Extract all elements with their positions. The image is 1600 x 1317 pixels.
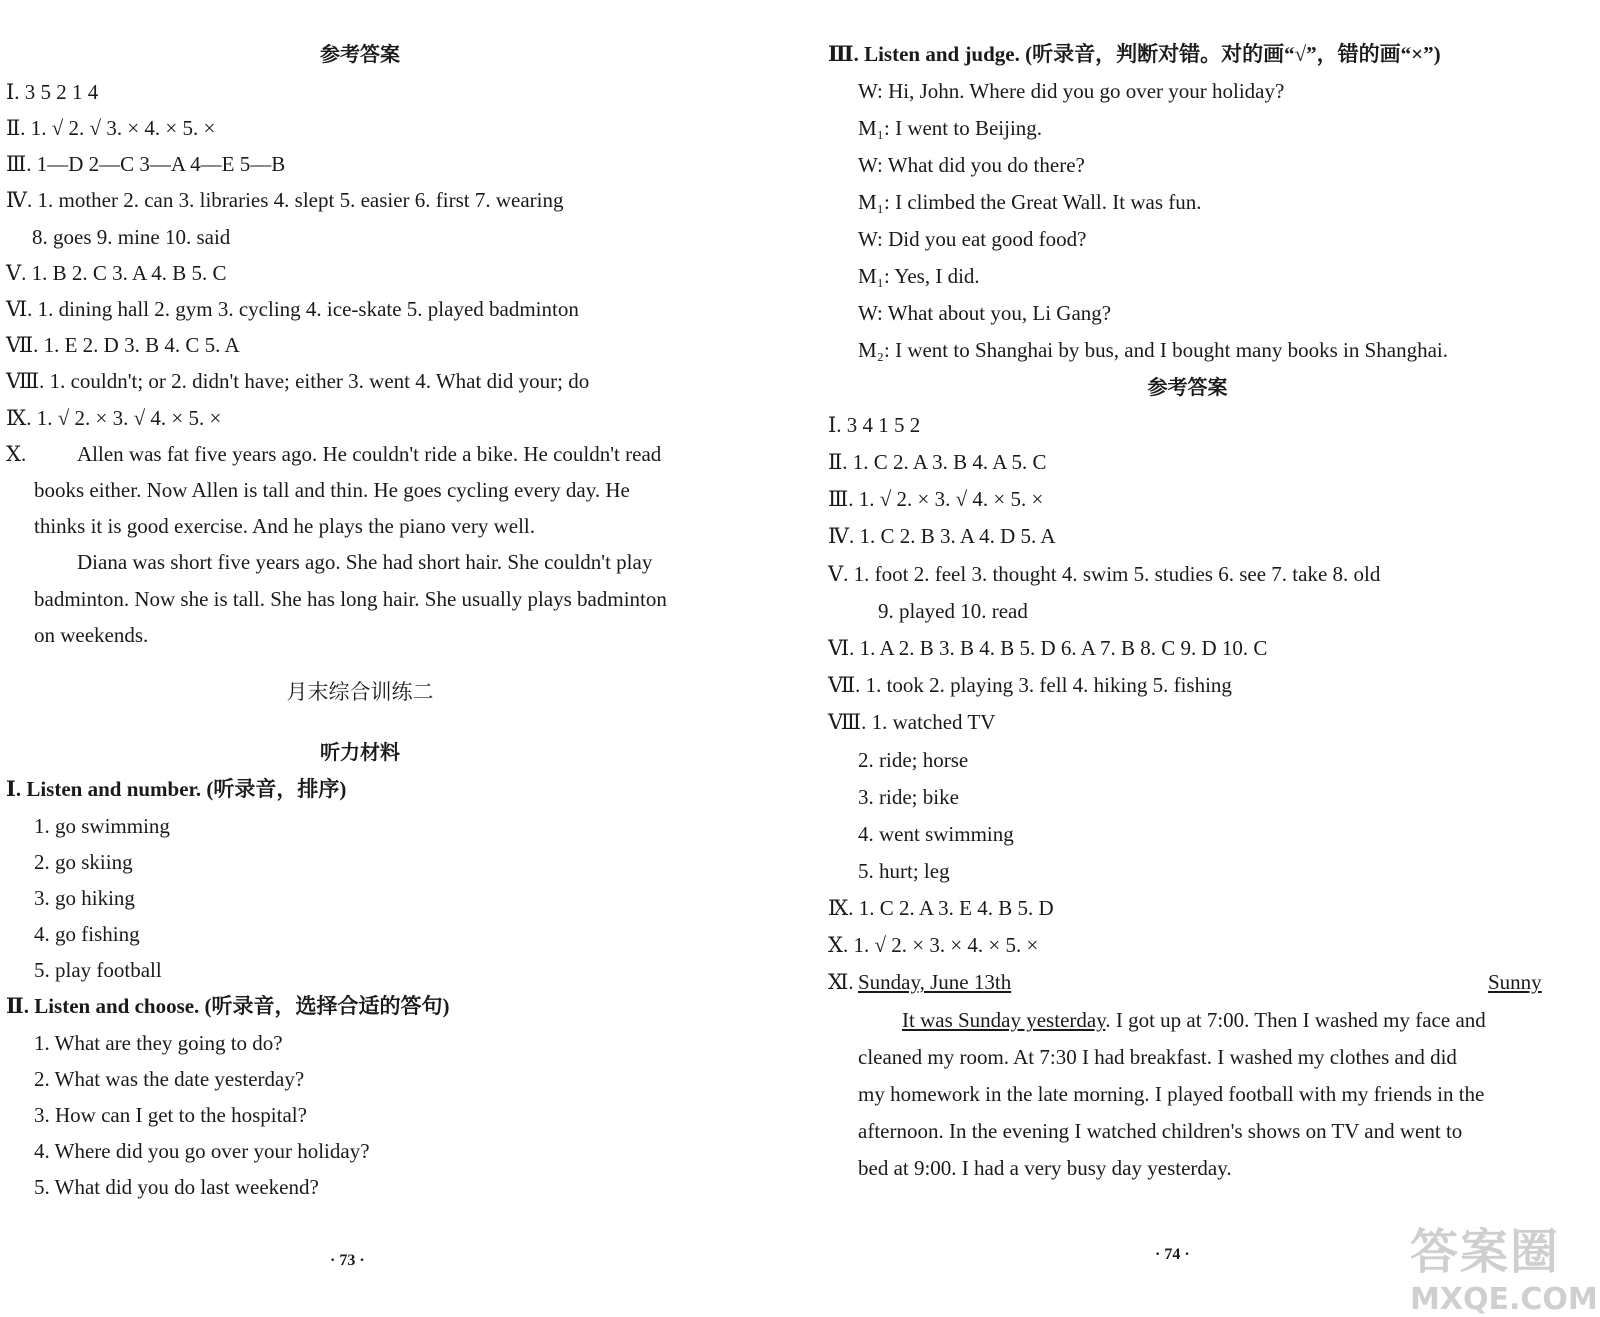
essay-underlined-start: It was Sunday yesterday (902, 1008, 1106, 1032)
essay-line: cleaned my room. At 7:30 I had breakfast. I washed my clothes and did (858, 1045, 1457, 1069)
list-item: 1. What are they going to do? (34, 1031, 283, 1055)
section-mark: Ⅺ. (828, 970, 854, 994)
answer-line: Ⅸ. 1. C 2. A 3. E 4. B 5. D (828, 896, 1054, 920)
answer-line: Ⅳ. 1. mother 2. can 3. libraries 4. slept 5. easier 6. first 7. wearing (6, 188, 564, 212)
answer-line: Ⅱ. 1. √ 2. √ 3. × 4. × 5. × (6, 116, 216, 140)
essay-line-rest: . I got up at 7:00. Then I washed my face and (1105, 1008, 1486, 1032)
essay-line: afternoon. In the evening I watched children's shows on TV and went to (858, 1119, 1463, 1143)
answer-line: Ⅶ. 1. E 2. D 3. B 4. C 5. A (6, 333, 240, 357)
answer-line: Ⅶ. 1. took 2. playing 3. fell 4. hiking 5. fishing (828, 673, 1232, 697)
answer-line: Ⅲ. 1—D 2—C 3—A 4—E 5—B (6, 152, 286, 176)
essay-line (902, 1006, 1486, 1034)
right-page (820, 0, 1600, 1315)
answer-line: Ⅸ. 1. √ 2. × 3. √ 4. × 5. × (6, 406, 222, 430)
answer-line: 3. ride; bike (858, 785, 959, 809)
answer-line: 4. went swimming (858, 822, 1014, 846)
list-item: 5. play football (34, 958, 162, 982)
answer-line: 9. played 10. read (878, 599, 1028, 623)
answer-line: Ⅵ. 1. A 2. B 3. B 4. B 5. D 6. A 7. B 8. C 9. D 10. C (828, 636, 1268, 660)
diary-weather: Sunny (1488, 970, 1542, 994)
answer-line: Ⅱ. 1. C 2. A 3. B 4. A 5. C (828, 450, 1047, 474)
essay-line: badminton. Now she is tall. She has long hair. She usually plays badminton (34, 587, 667, 611)
left-page (0, 0, 780, 1315)
answer-line: Ⅳ. 1. C 2. B 3. A 4. D 5. A (828, 524, 1056, 548)
list-item: 1. go swimming (34, 814, 170, 838)
list-item: 2. What was the date yesterday? (34, 1067, 305, 1091)
list-item: 4. Where did you go over your holiday? (34, 1139, 370, 1163)
answer-line: Ⅷ. 1. watched TV (828, 710, 996, 734)
dialog-line: M₁: Yes, I did. (858, 264, 980, 288)
answer-line: Ⅰ. 3 5 2 1 4 (6, 80, 99, 104)
answer-line: Ⅰ. 3 4 1 5 2 (828, 413, 921, 437)
answer-line: Ⅴ. 1. foot 2. feel 3. thought 4. swim 5. studies 6. see 7. take 8. old (828, 562, 1381, 586)
list-item: 2. go skiing (34, 850, 133, 874)
essay-line: Allen was fat five years ago. He couldn't ride a bike. He couldn't read (77, 442, 662, 466)
answer-line: Ⅷ. 1. couldn't; or 2. didn't have; either 3. went 4. What did your; do (6, 369, 590, 393)
list-item: 3. go hiking (34, 886, 135, 910)
answer-line: 2. ride; horse (858, 748, 969, 772)
listening-title: 听力材料 (320, 740, 400, 764)
answers-title: 参考答案 (1147, 375, 1228, 399)
answers-title: 参考答案 (320, 42, 400, 66)
answer-line: Ⅴ. 1. B 2. C 3. A 4. B 5. C (6, 261, 227, 285)
essay-line: books either. Now Allen is tall and thin. He goes cycling every day. He (34, 478, 630, 502)
dialog-line: M₂: I went to Shanghai by bus, and I bought many books in Shanghai. (858, 338, 1449, 362)
dialog-line: W: Did you eat good food? (858, 227, 1087, 251)
part2-heading: Ⅱ. Listen and choose. (听录音，选择合适的答句) (6, 994, 450, 1018)
list-item: 3. How can I get to the hospital? (34, 1103, 307, 1127)
section-title: 月末综合训练二 (286, 680, 434, 704)
essay-line: Diana was short five years ago. She had short hair. She couldn't play (77, 550, 653, 574)
dialog-line: W: What about you, Li Gang? (858, 301, 1112, 325)
dialog-line: M₁: I climbed the Great Wall. It was fun. (858, 190, 1202, 214)
diary-date: Sunday, June 13th (858, 970, 1012, 994)
part3-heading: Ⅲ. Listen and judge. (听录音，判断对错。对的画“√”，错的画“×”) (828, 42, 1441, 66)
list-item: 4. go fishing (34, 922, 140, 946)
answer-line: 8. goes 9. mine 10. said (32, 225, 231, 249)
essay-line: on weekends. (34, 623, 149, 647)
page-number: · 74 · (1155, 1246, 1190, 1263)
list-item: 5. What did you do last weekend? (34, 1175, 319, 1199)
watermark-logo (1410, 1213, 1598, 1317)
dialog-line: W: What did you do there? (858, 153, 1085, 177)
page-number: · 73 · (330, 1252, 365, 1269)
essay-line: thinks it is good exercise. And he plays the piano very well. (34, 514, 535, 538)
dialog-line: W: Hi, John. Where did you go over your holiday? (858, 79, 1285, 103)
answer-line: 5. hurt; leg (858, 859, 950, 883)
essay-line: my homework in the late morning. I played football with my friends in the (858, 1082, 1485, 1106)
watermark-bottom: MXQE.COM (1410, 1282, 1598, 1317)
answer-line: Ⅲ. 1. √ 2. × 3. √ 4. × 5. × (828, 487, 1044, 511)
watermark-top: 答案圈 (1410, 1224, 1561, 1280)
dialog-line: M₁: I went to Beijing. (858, 116, 1043, 140)
part1-heading: Ⅰ. Listen and number. (听录音，排序) (6, 777, 347, 801)
answer-line: Ⅵ. 1. dining hall 2. gym 3. cycling 4. ice-skate 5. played badminton (6, 297, 579, 321)
section-mark: Ⅹ. (6, 442, 27, 466)
answer-line: Ⅹ. 1. √ 2. × 3. × 4. × 5. × (828, 933, 1039, 957)
essay-line: bed at 9:00. I had a very busy day yesterday. (858, 1156, 1232, 1180)
